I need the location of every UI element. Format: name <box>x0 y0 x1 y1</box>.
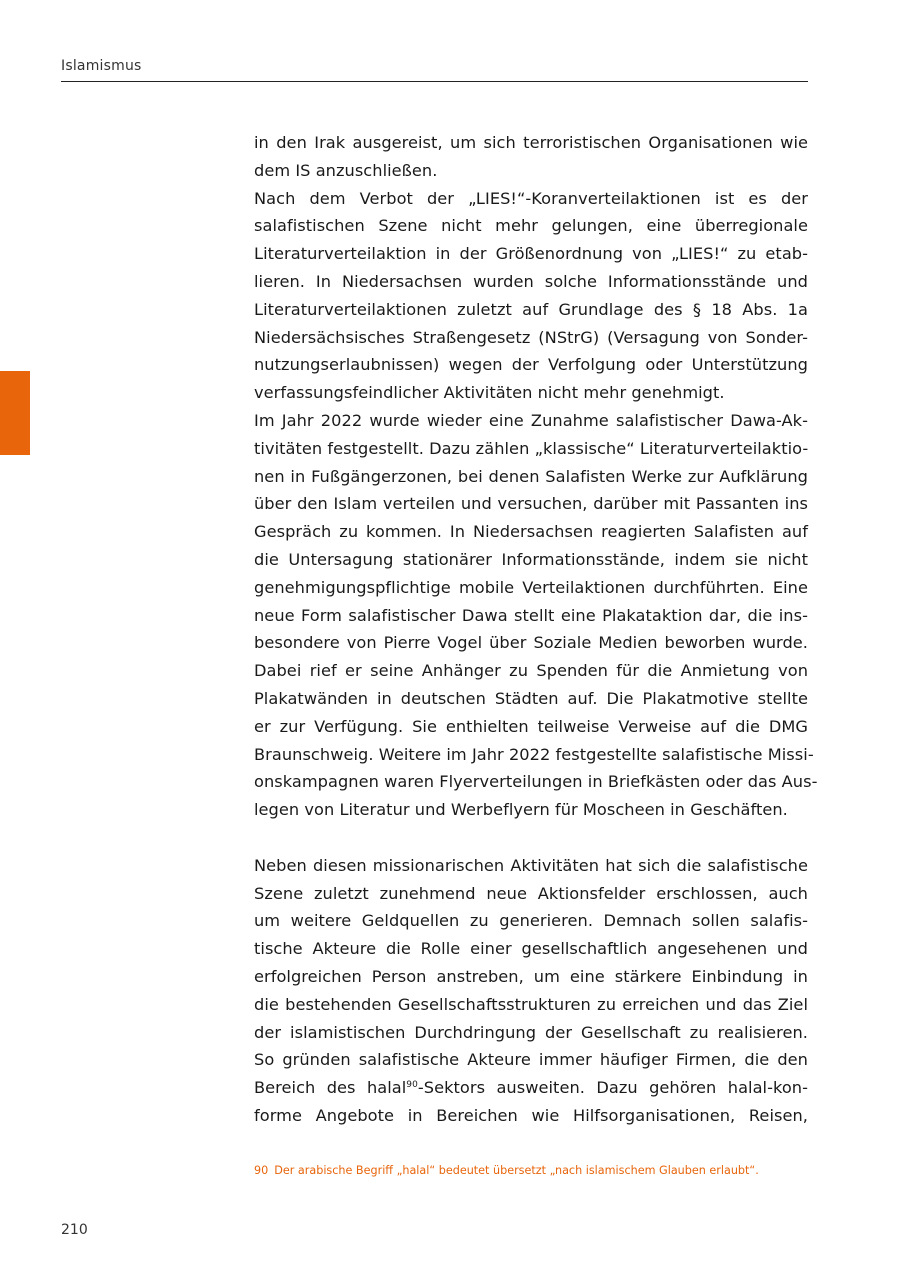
header-divider <box>61 81 808 82</box>
footnote-number: 90 <box>254 1164 269 1177</box>
text-line: genehmigungspflichtige mobile Verteilaktionen durchführten. Eine <box>254 577 808 597</box>
text-line: Niedersächsisches Straßengesetz (NStrG) (Versagung von Sonder- <box>254 327 808 347</box>
text-line: Gespräch zu kommen. In Niedersachsen reagierten Salafisten auf <box>254 522 808 542</box>
text-line: Plakatwänden in deutschen Städten auf. Die Plakatmotive stellte <box>254 688 808 708</box>
running-header: Islamismus <box>61 58 142 74</box>
text-line: dem IS anzuschließen. <box>254 160 438 180</box>
footnote-reference[interactable]: 90 <box>406 1080 418 1091</box>
text-line: onskampagnen waren Flyerverteilungen in Briefkästen oder das Aus- <box>254 772 818 792</box>
text-line: er zur Verfügung. Sie enthielten teilweise Verweise auf die DMG <box>254 716 808 736</box>
text-line: neue Form salafistischer Dawa stellt eine Plakataktion dar, die ins- <box>254 605 808 625</box>
text-line: nutzungserlaubnissen) wegen der Verfolgung oder Unterstützung <box>254 355 808 375</box>
text-line: forme Angebote in Bereichen wie Hilfsorganisationen, Reisen, <box>254 1105 808 1125</box>
text-line: lieren. In Niedersachsen wurden solche Informationsstände und <box>254 271 808 291</box>
text-line: Literaturverteilaktion in der Größenordnung von „LIES!“ zu etab- <box>254 244 808 264</box>
text-line: der islamistischen Durchdringung der Gesellschaft zu realisieren. <box>254 1022 808 1042</box>
text-line: Braunschweig. Weitere im Jahr 2022 festgestellte salafistische Missi- <box>254 744 814 764</box>
text-line: besondere von Pierre Vogel über Soziale Medien beworben wurde. <box>254 633 808 653</box>
text-line: salafistischen Szene nicht mehr gelungen, eine überregionale <box>254 216 808 236</box>
text-line: in den Irak ausgereist, um sich terroristischen Organisationen wie <box>254 133 808 152</box>
text-line: tivitäten festgestellt. Dazu zählen „klassische“ Literaturverteilaktio- <box>254 438 809 458</box>
body-text <box>254 129 818 1130</box>
text-line: legen von Literatur und Werbeflyern für Moscheen in Geschäften. <box>254 800 788 820</box>
text-fragment: -Sektors ausweiten. Dazu gehören halal-kon- <box>417 1078 808 1098</box>
chapter-marker-tab <box>0 371 30 455</box>
text-line-with-footnote <box>254 1074 808 1102</box>
text-line: Szene zuletzt zunehmend neue Aktionsfelder erschlossen, auch <box>254 883 808 903</box>
text-line: Literaturverteilaktionen zuletzt auf Grundlage des § 18 Abs. 1a <box>254 299 808 319</box>
text-line: erfolgreichen Person anstreben, um eine stärkere Einbindung in <box>254 966 808 986</box>
text-line: tische Akteure die Rolle einer gesellschaftlich angesehenen und <box>254 939 808 959</box>
text-line: verfassungsfeindlicher Aktivitäten nicht mehr genehmigt. <box>254 383 725 403</box>
text-line: Im Jahr 2022 wurde wieder eine Zunahme salafistischer Dawa-Ak- <box>254 410 808 430</box>
text-fragment: Bereich des halal <box>254 1078 407 1098</box>
footnote-text: Der arabische Begriff „halal“ bedeutet übersetzt „nach islamischem Glauben erlaubt“. <box>274 1164 759 1177</box>
text-line: über den Islam verteilen und versuchen, darüber mit Passanten ins <box>254 494 808 514</box>
text-line: So gründen salafistische Akteure immer häufiger Firmen, die den <box>254 1050 808 1070</box>
text-line: um weitere Geldquellen zu generieren. Demnach sollen salafis- <box>254 911 808 931</box>
text-line: Nach dem Verbot der „LIES!“-Koranverteilaktionen ist es der <box>254 188 808 208</box>
text-line: die Untersagung stationärer Informationsstände, indem sie nicht <box>254 549 808 569</box>
page-number: 210 <box>61 1222 88 1238</box>
text-line: Neben diesen missionarischen Aktivitäten hat sich die salafistische <box>254 855 808 875</box>
text-line: nen in Fußgängerzonen, bei denen Salafisten Werke zur Aufklärung <box>254 466 808 486</box>
paragraph-gap <box>254 824 808 852</box>
text-line: Dabei rief er seine Anhänger zu Spenden für die Anmietung von <box>254 661 808 681</box>
footnote <box>254 1164 814 1177</box>
text-line: die bestehenden Gesellschaftsstrukturen zu erreichen und das Ziel <box>254 994 808 1014</box>
